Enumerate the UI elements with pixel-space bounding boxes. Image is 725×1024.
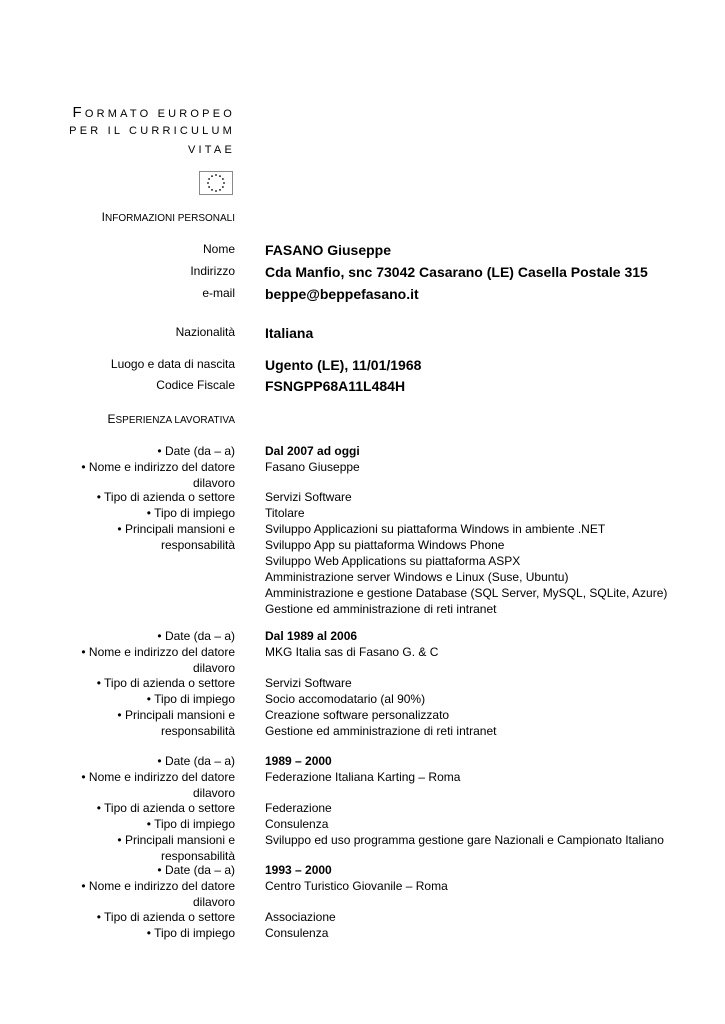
sector-label: • Tipo di azienda o settore bbox=[96, 676, 235, 690]
employer-label-line: • Nome e indirizzo del datore di bbox=[81, 460, 235, 490]
cv-title-line-3: VITAE bbox=[188, 144, 235, 156]
duty-line: Sviluppo App su piattaforma Windows Phone bbox=[265, 538, 505, 552]
sector-label: • Tipo di azienda o settore bbox=[96, 910, 235, 924]
cv-title-rest: ORMATO EUROPEO bbox=[84, 108, 235, 120]
employer-label-line: lavoro bbox=[202, 786, 235, 800]
section-heading-experience bbox=[60, 412, 235, 426]
field-value: Cda Manfio, snc 73042 Casarano (LE) Casella Postale 315 bbox=[265, 264, 648, 280]
entry-employer: Fasano Giuseppe bbox=[265, 460, 360, 474]
duty-line: Gestione ed amministrazione di reti intranet bbox=[265, 724, 497, 738]
field-value: beppe@beppefasano.it bbox=[265, 286, 419, 302]
field-label: Indirizzo bbox=[190, 264, 235, 278]
field-value: FASANO Giuseppe bbox=[265, 242, 392, 258]
date-label: • Date (da – a) bbox=[157, 754, 235, 768]
duties-label: • Principali mansioni e responsabilità bbox=[117, 522, 235, 552]
section-heading-rest: SPERIENZA LAVORATIVA bbox=[115, 415, 235, 426]
entry-job-type: Consulenza bbox=[265, 926, 329, 940]
job-type-label: • Tipo di impiego bbox=[146, 692, 235, 706]
entry-job-type: Titolare bbox=[265, 506, 305, 520]
job-type-label: • Tipo di impiego bbox=[146, 817, 235, 831]
duty-line: Amministrazione server Windows e Linux (Suse, Ubuntu) bbox=[265, 570, 569, 584]
employer-label-line: lavoro bbox=[202, 476, 235, 490]
entry-date: Dal 1989 al 2006 bbox=[265, 629, 358, 643]
sector-label: • Tipo di azienda o settore bbox=[96, 490, 235, 504]
employer-label bbox=[60, 878, 235, 910]
entry-sector: Federazione bbox=[265, 801, 332, 815]
entry-sector: Servizi Software bbox=[265, 490, 352, 504]
field-value: Ugento (LE), 11/01/1968 bbox=[265, 357, 422, 373]
date-label: • Date (da – a) bbox=[157, 863, 235, 877]
section-heading-personal bbox=[60, 210, 235, 224]
duty-line: Sviluppo Applicazioni su piattaforma Windows in ambiente .NET bbox=[265, 522, 606, 536]
entry-date: 1993 – 2000 bbox=[265, 863, 332, 877]
entry-employer: MKG Italia sas di Fasano G. & C bbox=[265, 645, 439, 659]
job-type-label: • Tipo di impiego bbox=[146, 506, 235, 520]
eu-flag-icon bbox=[199, 171, 233, 195]
employer-label-line: lavoro bbox=[202, 661, 235, 675]
employer-label bbox=[60, 644, 235, 676]
entry-job-type: Consulenza bbox=[265, 817, 329, 831]
date-label: • Date (da – a) bbox=[157, 444, 235, 458]
duty-line: Sviluppo ed uso programma gestione gare Nazionali e Campionato Italiano bbox=[265, 833, 664, 847]
entry-date: Dal 2007 ad oggi bbox=[265, 444, 360, 458]
field-label: Codice Fiscale bbox=[156, 378, 235, 392]
entry-sector: Associazione bbox=[265, 910, 336, 924]
field-value: Italiana bbox=[265, 325, 314, 341]
entry-employer: Centro Turistico Giovanile – Roma bbox=[265, 879, 448, 893]
section-heading-rest: NFORMAZIONI PERSONALI bbox=[104, 213, 235, 224]
sector-label: • Tipo di azienda o settore bbox=[96, 801, 235, 815]
employer-label-line: • Nome e indirizzo del datore di bbox=[81, 879, 235, 909]
employer-label bbox=[60, 769, 235, 801]
field-label: Nazionalità bbox=[175, 325, 235, 339]
field-value: FSNGPP68A11L484H bbox=[265, 378, 406, 394]
duty-line: Amministrazione e gestione Database (SQL Server, MySQL, SQLite, Azure) bbox=[265, 586, 668, 600]
entry-sector: Servizi Software bbox=[265, 676, 352, 690]
entry-job-type: Socio accomodatario (al 90%) bbox=[265, 692, 426, 706]
entry-employer: Federazione Italiana Karting – Roma bbox=[265, 770, 461, 784]
cv-title-initial: F bbox=[72, 104, 85, 121]
duty-line: Gestione ed amministrazione di reti intranet bbox=[265, 602, 497, 616]
duties-label: • Principali mansioni e responsabilità bbox=[117, 833, 235, 863]
entry-duties bbox=[265, 832, 705, 848]
field-label: Nome bbox=[202, 242, 235, 256]
date-label: • Date (da – a) bbox=[157, 629, 235, 643]
employer-label-line: lavoro bbox=[202, 895, 235, 909]
entry-date: 1989 – 2000 bbox=[265, 754, 332, 768]
section-heading-initial: E bbox=[107, 412, 116, 426]
entry-duties bbox=[265, 707, 705, 739]
employer-label-line: • Nome e indirizzo del datore di bbox=[81, 770, 235, 800]
cv-title-line-2: PER IL CURRICULUM bbox=[69, 125, 235, 137]
employer-label bbox=[60, 459, 235, 491]
duty-line: Sviluppo Web Applications su piattaforma ASPX bbox=[265, 554, 521, 568]
employer-label-line: • Nome e indirizzo del datore di bbox=[81, 645, 235, 675]
duty-line: Creazione software personalizzato bbox=[265, 708, 450, 722]
section-heading-initial: I bbox=[101, 210, 105, 224]
duties-label: • Principali mansioni e responsabilità bbox=[117, 708, 235, 738]
field-label: e-mail bbox=[202, 286, 235, 300]
entry-duties bbox=[265, 521, 705, 617]
field-label: Luogo e data di nascita bbox=[110, 357, 235, 371]
cv-title-line-1 bbox=[60, 104, 235, 121]
job-type-label: • Tipo di impiego bbox=[146, 926, 235, 940]
